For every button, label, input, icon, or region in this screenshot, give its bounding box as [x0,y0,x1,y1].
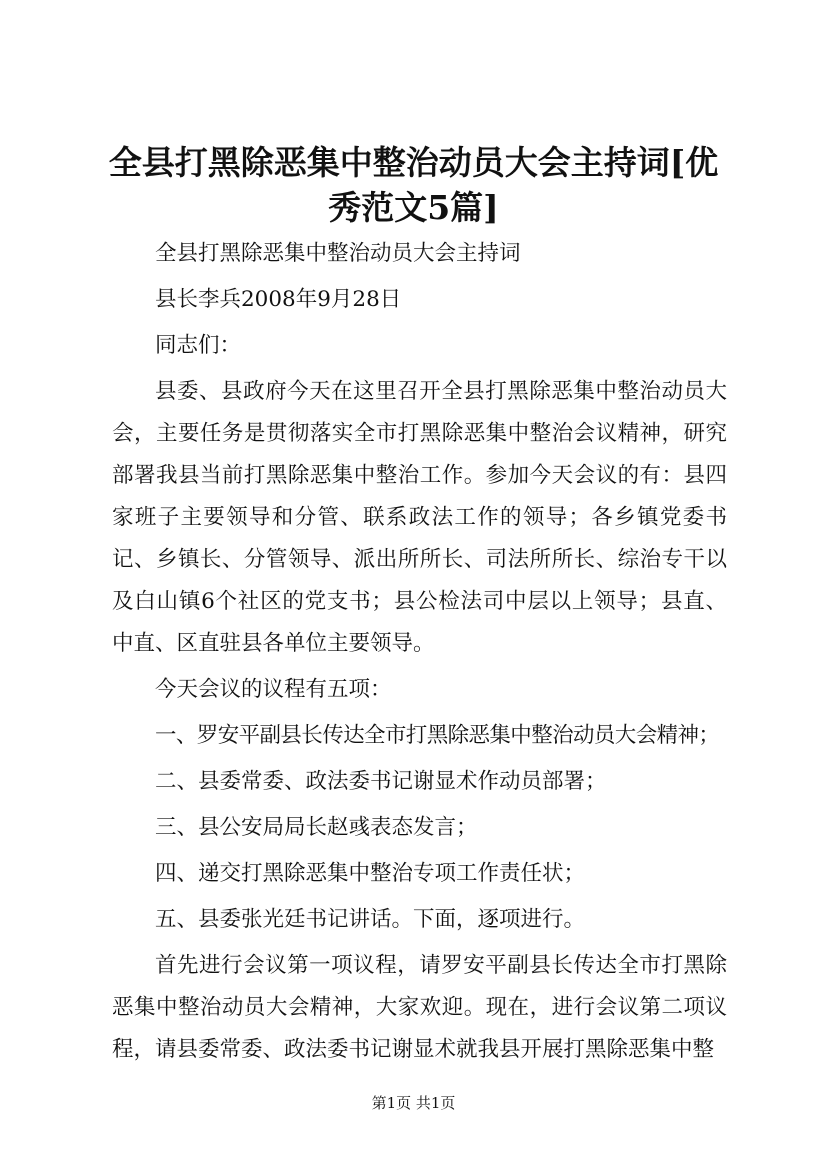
paragraph-agenda-item-1: 一、罗安平副县长传达全市打黑除恶集中整治动员大会精神； [155,723,720,748]
paragraph-author-date: 县长李兵2008年9月28日 [155,287,402,312]
page-number: 第1页 共1页 [371,1094,456,1112]
paragraph-agenda-item-3: 三、县公安局局长赵彧表态发言； [155,815,478,840]
paragraph-agenda-item-5: 五、县委张光廷书记讲话。下面，逐项进行。 [155,907,586,932]
paragraph-salutation: 同志们： [155,333,242,358]
paragraph-agenda-item-4: 四、递交打黑除恶集中整治专项工作责任状； [155,861,586,886]
paragraph-agenda-item-2: 二、县委常委、政法委书记谢显术作动员部署； [155,769,607,794]
paragraph-proceedings: 首先进行会议第一项议程，请罗安平副县长传达全市打黑除恶集中整治动员大会精神，大家欢迎。现在，进行会议第二项议程，请县委常委、政法委书记谢显术就我县开展打黑除恶集中整 [112,953,727,1062]
paragraph-intro: 县委、县政府今天在这里召开全县打黑除恶集中整治动员大会，主要任务是贯彻落实全市打黑除恶集中整治会议精神，研究部署我县当前打黑除恶集中整治工作。参加今天会议的有：县四家班子主要领导和分管、联系政法工作的领导；各乡镇党委书记、乡镇长、分管领导、派出所所长、司法所所长、综治专干以及白山镇6个社区的党支书；县公检法司中层以上领导；县直、中直、区直驻县各单位主要领导。 [112,379,727,656]
document-title: 全县打黑除恶集中整治动员大会主持词[优秀范文5篇] [108,143,719,227]
paragraph-heading: 全县打黑除恶集中整治动员大会主持词 [155,241,521,266]
document-body [112,233,727,1075]
paragraph-agenda-intro: 今天会议的议程有五项： [155,677,392,702]
